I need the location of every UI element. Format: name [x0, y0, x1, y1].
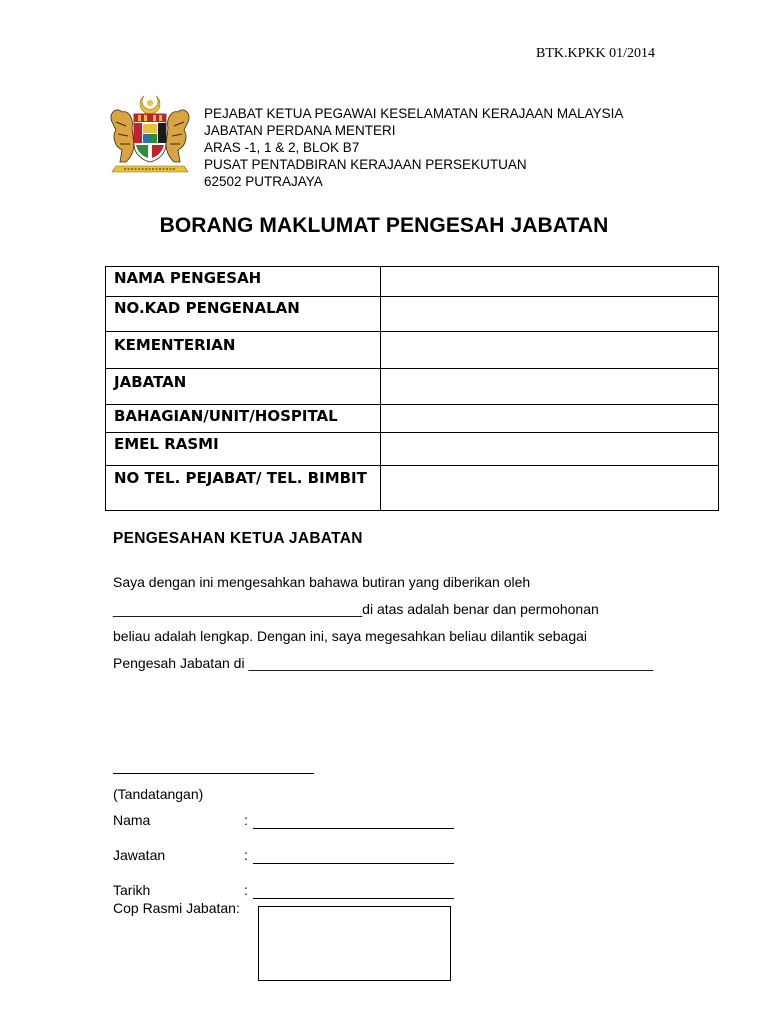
- info-table: [105, 266, 719, 511]
- tarikh-line[interactable]: [253, 898, 454, 899]
- table-row: [106, 297, 719, 332]
- table-row: [106, 466, 719, 511]
- certification-paragraph: [113, 569, 655, 677]
- nama-line[interactable]: [253, 828, 454, 829]
- row-label: NO TEL. PEJABAT/ TEL. BIMBIT: [106, 466, 381, 511]
- colon: :: [244, 882, 248, 898]
- paragraph-line: beliau adalah lengkap. Dengan ini, saya megesahkan beliau dilantik sebagai: [113, 628, 588, 644]
- agency-address: [204, 105, 623, 190]
- row-label: KEMENTERIAN: [106, 332, 381, 369]
- department-blank[interactable]: ____________________________________________________: [248, 655, 654, 671]
- table-row: [106, 433, 719, 466]
- address-line: PUSAT PENTADBIRAN KERAJAAN PERSEKUTUAN: [204, 157, 527, 172]
- table-row: [106, 267, 719, 297]
- no-tel-field[interactable]: [381, 466, 719, 511]
- row-label: NAMA PENGESAH: [106, 267, 381, 297]
- colon: :: [244, 812, 248, 828]
- jawatan-label: Jawatan: [113, 847, 166, 863]
- jabatan-field[interactable]: [381, 369, 719, 405]
- stamp-label: Cop Rasmi Jabatan:: [113, 900, 240, 916]
- colon: :: [244, 847, 248, 863]
- address-line: PEJABAT KETUA PEGAWAI KESELAMATAN KERAJAAN MALAYSIA: [204, 106, 624, 121]
- paragraph-line: [113, 650, 655, 677]
- nama-label: Nama: [113, 812, 151, 828]
- signature-line[interactable]: [113, 773, 314, 774]
- row-label: EMEL RASMI: [106, 433, 381, 466]
- certification-heading: PENGESAHAN KETUA JABATAN: [113, 530, 363, 547]
- jawatan-line[interactable]: [253, 863, 454, 864]
- applicant-name-blank[interactable]: ________________________________: [113, 601, 363, 617]
- no-kad-pengenalan-field[interactable]: [381, 297, 719, 332]
- paragraph-line: [113, 596, 655, 623]
- row-label: NO.KAD PENGENALAN: [106, 297, 381, 332]
- form-title: BORANG MAKLUMAT PENGESAH JABATAN: [159, 214, 609, 237]
- row-label: BAHAGIAN/UNIT/HOSPITAL: [106, 405, 381, 433]
- signature-label: (Tandatangan): [113, 786, 204, 802]
- address-line: 62502 PUTRAJAYA: [204, 174, 323, 189]
- bahagian-unit-hospital-field[interactable]: [381, 405, 719, 433]
- paragraph-text: Pengesah Jabatan di: [113, 655, 249, 671]
- emel-rasmi-field[interactable]: [381, 433, 719, 466]
- kementerian-field[interactable]: [381, 332, 719, 369]
- malaysia-coat-of-arms-icon: [104, 92, 196, 180]
- form-reference-code: BTK.KPKK 01/2014: [535, 46, 655, 61]
- nama-pengesah-field[interactable]: [381, 267, 719, 297]
- row-label: JABATAN: [106, 369, 381, 405]
- address-line: JABATAN PERDANA MENTERI: [204, 123, 396, 138]
- table-row: [106, 332, 719, 369]
- official-stamp-box[interactable]: [258, 906, 451, 981]
- table-row: [106, 405, 719, 433]
- tarikh-label: Tarikh: [113, 882, 151, 898]
- paragraph-line: Saya dengan ini mengesahkan bahawa butiran yang diberikan oleh: [113, 574, 531, 590]
- address-line: ARAS -1, 1 & 2, BLOK B7: [204, 140, 360, 155]
- paragraph-text: di atas adalah benar dan permohonan: [362, 601, 599, 617]
- table-row: [106, 369, 719, 405]
